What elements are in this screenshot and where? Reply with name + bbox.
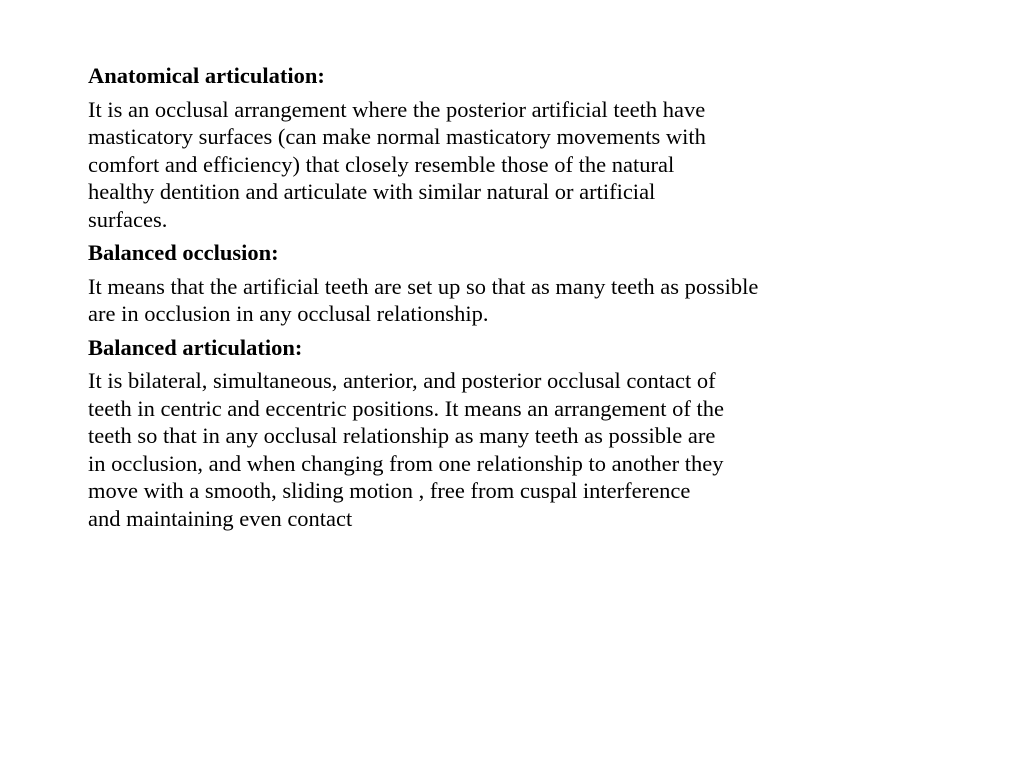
section-anatomical-articulation bbox=[88, 62, 948, 233]
body-line: comfort and efficiency) that closely resemble those of the natural bbox=[88, 151, 675, 177]
body-line: in occlusion, and when changing from one relationship to another they bbox=[88, 450, 724, 476]
section-heading: Balanced occlusion: bbox=[88, 240, 279, 265]
section-body bbox=[88, 96, 948, 234]
section-heading: Balanced articulation: bbox=[88, 334, 303, 360]
body-line: are in occlusion in any occlusal relationship. bbox=[88, 301, 489, 326]
body-line: move with a smooth, sliding motion , free from cuspal interference bbox=[88, 478, 691, 503]
body-line: It is bilateral, simultaneous, anterior, and posterior occlusal contact of bbox=[88, 368, 716, 393]
body-line: masticatory surfaces (can make normal masticatory movements with bbox=[88, 124, 706, 149]
body-line: It is an occlusal arrangement where the posterior artificial teeth have bbox=[88, 96, 706, 122]
body-line: teeth so that in any occlusal relationship as many teeth as possible are bbox=[88, 423, 716, 448]
section-body bbox=[88, 273, 948, 328]
body-line: It means that the artificial teeth are set up so that as many teeth as possible bbox=[88, 273, 759, 299]
slide-content bbox=[88, 62, 948, 538]
section-body bbox=[88, 367, 948, 532]
body-line: teeth in centric and eccentric positions. It means an arrangement of the bbox=[88, 395, 724, 421]
body-line: healthy dentition and articulate with similar natural or artificial bbox=[88, 179, 656, 204]
section-balanced-articulation bbox=[88, 334, 948, 533]
body-line: and maintaining even contact bbox=[88, 505, 353, 531]
section-balanced-occlusion bbox=[88, 239, 948, 328]
section-heading: Anatomical articulation: bbox=[88, 63, 325, 88]
body-line: surfaces. bbox=[88, 206, 168, 232]
